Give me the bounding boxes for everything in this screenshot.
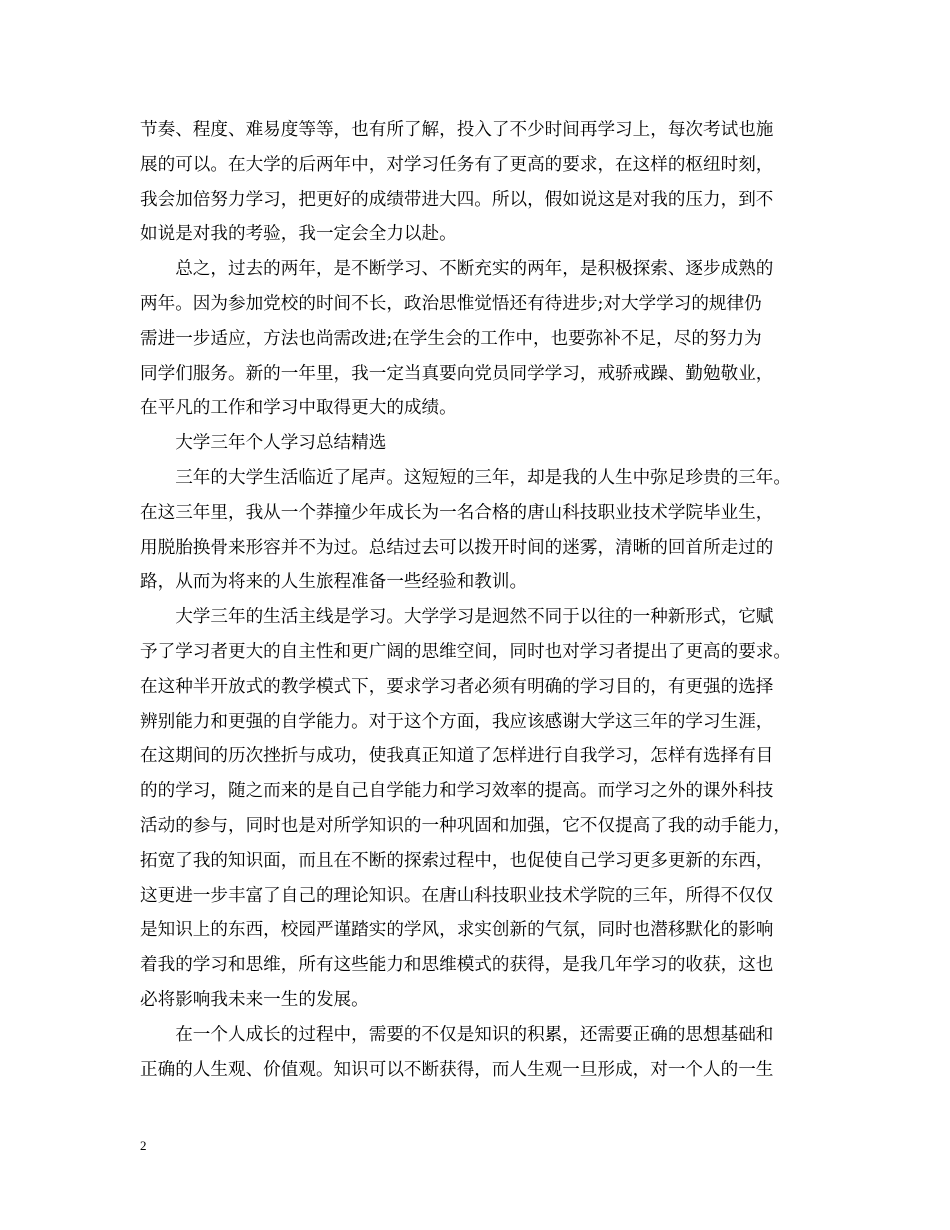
text-line: 在一个人成长的过程中，需要的不仅是知识的积累，还需要正确的思想基础和 [140, 1024, 774, 1045]
text-line: 用脱胎换骨来形容并不为过。总结过去可以拨开时间的迷雾，清晰的回首所走过的 [140, 537, 774, 558]
text-line: 三年的大学生活临近了尾声。这短短的三年，却是我的人生中弥足珍贵的三年。 [140, 467, 791, 488]
section-heading: 大学三年个人学习总结精选 [140, 433, 387, 454]
text-line: 在这三年里，我从一个莽撞少年成长为一名合格的唐山科技职业技术学院毕业生， [140, 502, 774, 523]
text-line: 正确的人生观、价值观。知识可以不断获得，而人生观一旦形成，对一个人的一生 [140, 1059, 774, 1080]
text-line: 是知识上的东西，校园严谨踏实的学风，求实创新的气氛，同时也潜移默化的影响 [140, 920, 774, 941]
text-line: 予了学习者更大的自主性和更广阔的思维空间，同时也对学习者提出了更高的要求。 [140, 641, 791, 662]
text-line: 在这种半开放式的教学模式下，要求学习者必须有明确的学习目的，有更强的选择 [140, 676, 774, 697]
text-line: 总之，过去的两年，是不断学习、不断充实的两年，是积极探索、逐步成熟的 [140, 259, 774, 280]
text-line: 着我的学习和思维，所有这些能力和思维模式的获得，是我几年学习的收获，这也 [140, 955, 774, 976]
text-line: 的的学习，随之而来的是自己自学能力和学习效率的提高。而学习之外的课外科技 [140, 781, 774, 802]
text-line: 节奏、程度、难易度等等，也有所了解，投入了不少时间再学习上，每次考试也施 [140, 120, 774, 140]
text-line: 这更进一步丰富了自己的理论知识。在唐山科技职业技术学院的三年，所得不仅仅 [140, 885, 774, 906]
text-line: 两年。因为参加党校的时间不长，政治思惟觉悟还有待进步;对大学学习的规律仍 [140, 293, 762, 314]
text-line: 必将影响我未来一生的发展。 [140, 989, 369, 1010]
text-line: 需进一步适应，方法也尚需改进;在学生会的工作中，也要弥补不足，尽的努力为 [140, 328, 762, 349]
text-line: 我会加倍努力学习，把更好的成绩带进大四。所以，假如说这是对我的压力，到不 [140, 189, 774, 210]
text-line: 路，从而为将来的人生旅程准备一些经验和教训。 [140, 572, 528, 593]
text-line: 辨别能力和更强的自学能力。对于这个方面，我应该感谢大学这三年的学习生涯， [140, 711, 774, 732]
text-line: 如说是对我的考验，我一定会全力以赴。 [140, 224, 457, 245]
text-line: 展的可以。在大学的后两年中，对学习任务有了更高的要求，在这样的枢纽时刻， [140, 154, 774, 175]
text-line: 同学们服务。新的一年里，我一定当真要向党员同学学习，戒骄戒躁、勤勉敬业， [140, 363, 774, 384]
text-line: 活动的参与，同时也是对所学知识的一种巩固和加强，它不仅提高了我的动手能力， [140, 815, 791, 836]
text-line: 大学三年的生活主线是学习。大学学习是迥然不同于以往的一种新形式，它赋 [140, 607, 774, 628]
body-text [140, 113, 820, 1087]
page-number: 2 [140, 1138, 147, 1153]
text-line: 拓宽了我的知识面，而且在不断的探索过程中，也促使自己学习更多更新的东西， [140, 850, 774, 871]
text-line: 在这期间的历次挫折与成功，使我真正知道了怎样进行自我学习，怎样有选择有目 [140, 746, 774, 767]
text-line: 在平凡的工作和学习中取得更大的成绩。 [140, 398, 457, 419]
